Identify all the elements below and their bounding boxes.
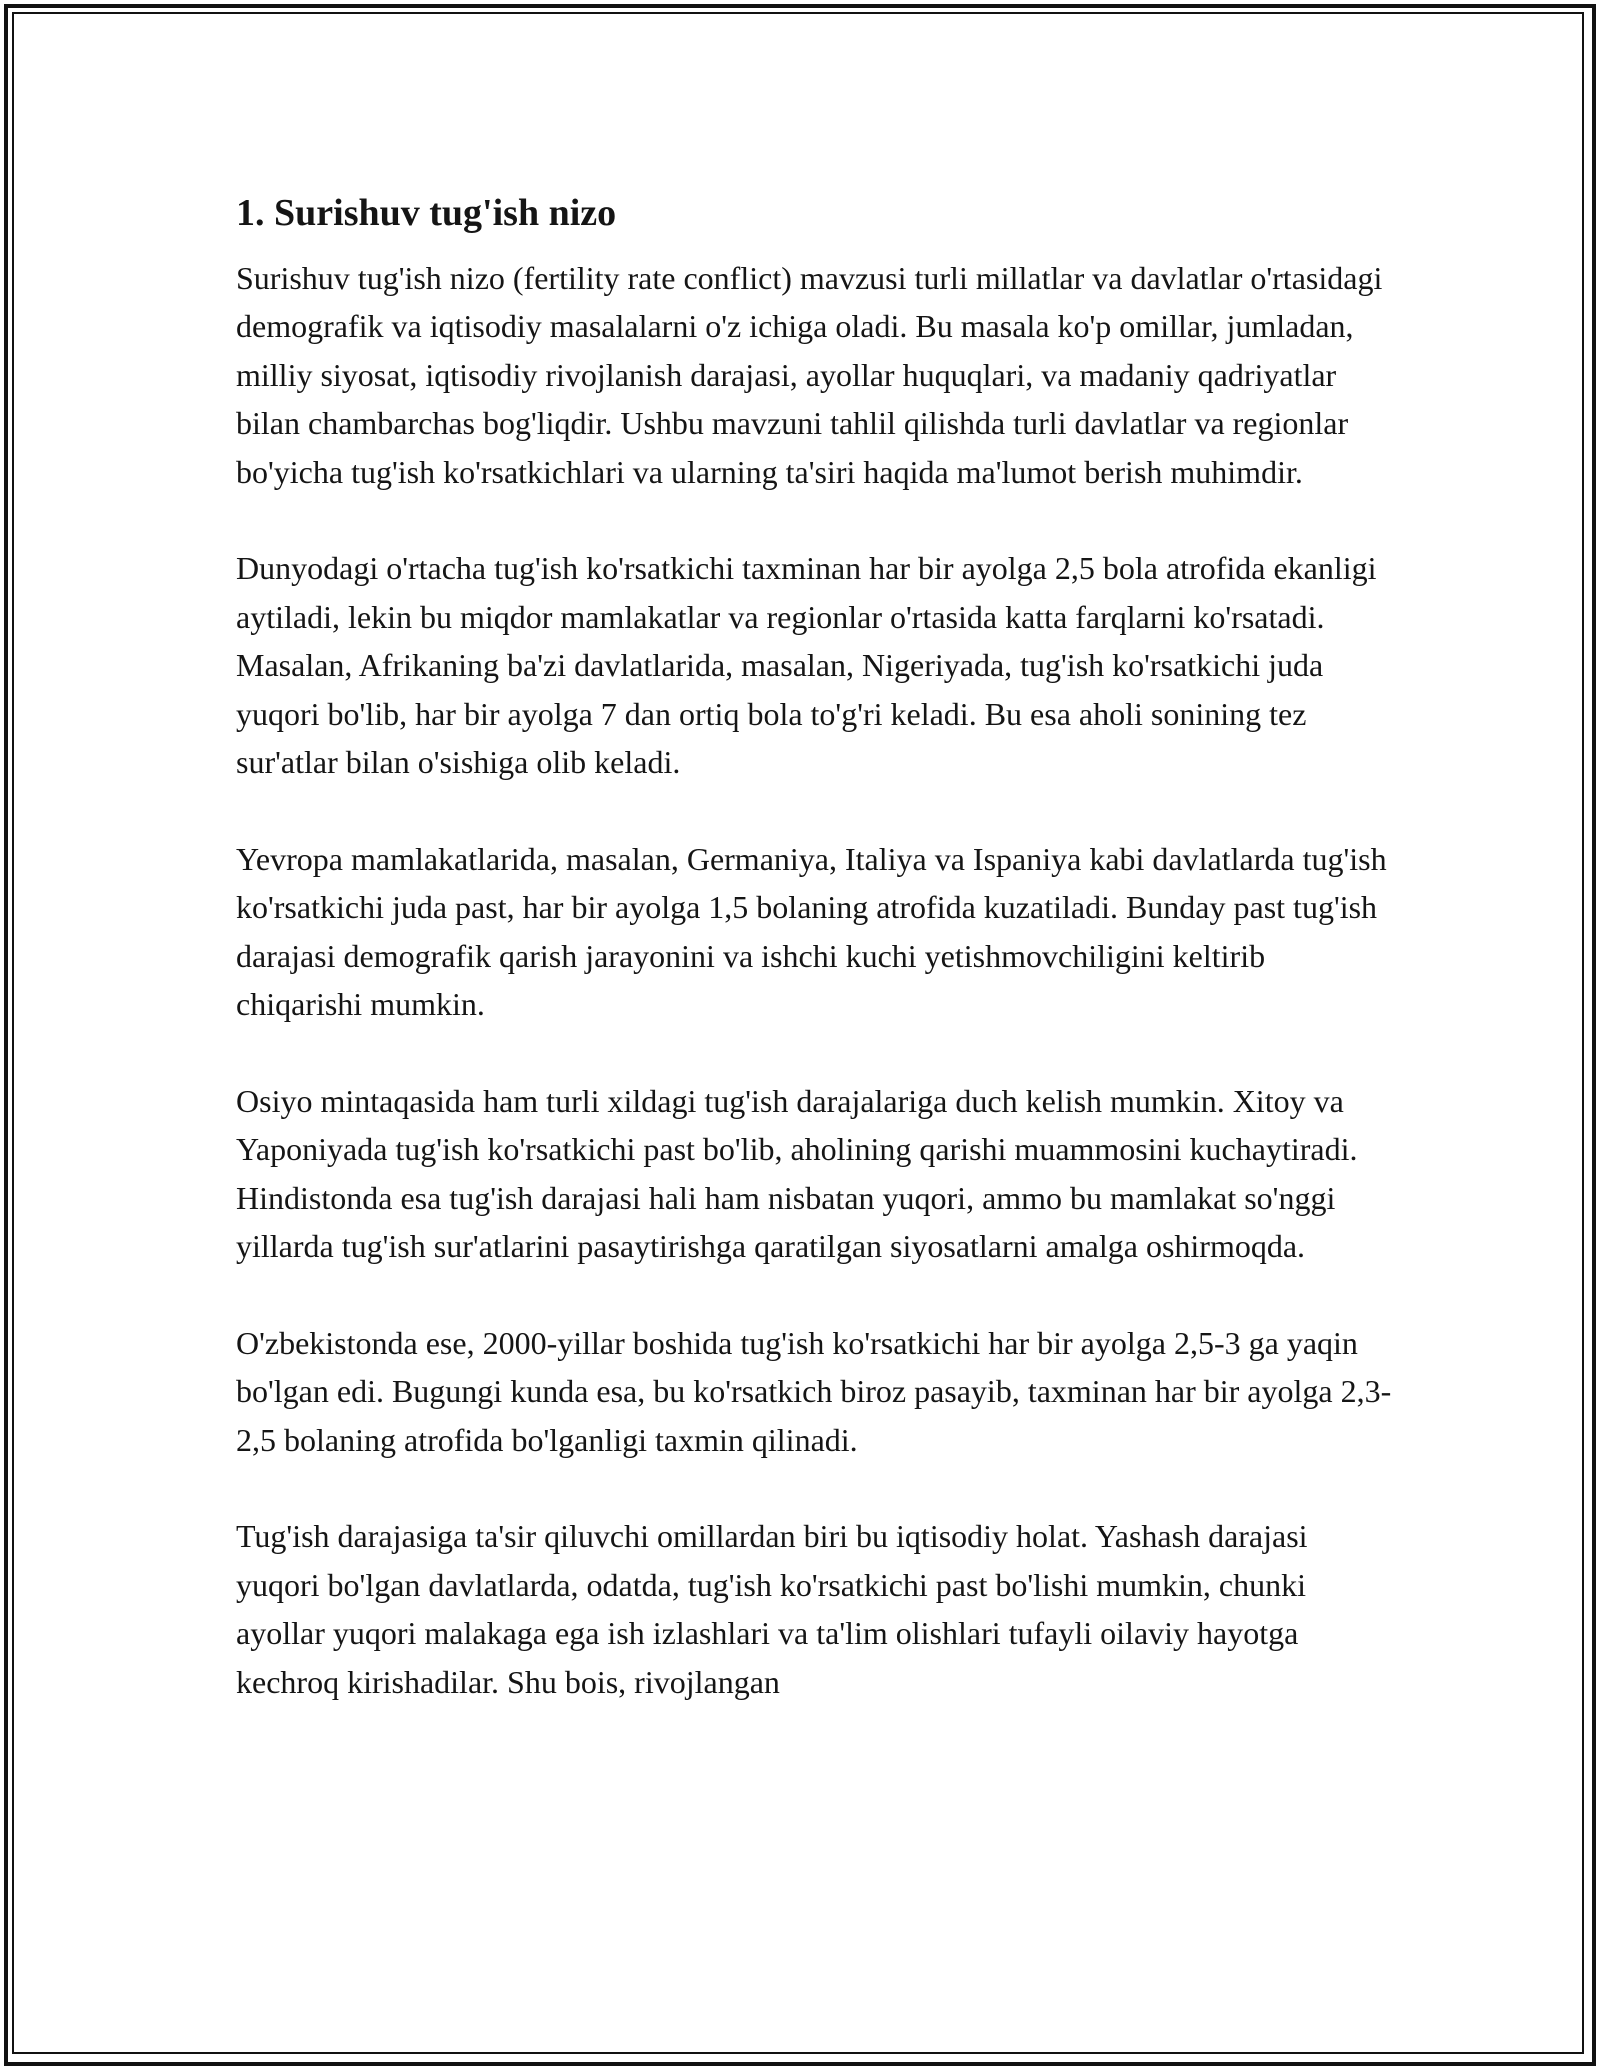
- paragraph-europe: Yevropa mamlakatlarida, masalan, Germaniya, Italiya va Ispaniya kabi davlatlarda tug'ish ko'rsatkichi juda past, har bir ayolga 1,5 bolaning atrofida kuzatiladi. Bunday past tug'ish darajasi demografik qarish jarayonini va ishchi kuchi yetishmovchiligini keltirib chiqarishi mumkin.: [236, 840, 1387, 1023]
- paragraph-world-average: Dunyodagi o'rtacha tug'ish ko'rsatkichi taxminan har bir ayolga 2,5 bola atrofida ekanligi aytiladi, lekin bu miqdor mamlakatlar va regionlar o'rtasida katta farqlarni ko'rsatadi. Masalan, Afrikaning ba'zi davlatlarida, masalan, Nigeriyada, tug'ish ko'rsatkichi juda yuqori bo'lib, har bir ayolga 7 dan ortiq bola to'g'ri keladi. Bu esa aholi sonining tez sur'atlar bilan o'sishiga olib keladi.: [236, 550, 1377, 781]
- document-title: 1. Surishuv tug'ish nizo: [236, 192, 617, 234]
- paragraph-uzbekistan: O'zbekistonda ese, 2000-yillar boshida tug'ish ko'rsatkichi har bir ayolga 2,5-3 ga yaqin bo'lgan edi. Bugungi kunda esa, bu ko'rsatkich biroz pasayib, taxminan har bir ayolga 2,3-2,5 bolaning atrofida bo'lganligi taxmin qilinadi.: [236, 1324, 1392, 1458]
- document-body: [236, 186, 1396, 1755]
- paragraph-asia: Osiyo mintaqasida ham turli xildagi tug'ish darajalariga duch kelish mumkin. Xitoy va Yaponiyada tug'ish ko'rsatkichi past bo'lib, aholining qarishi muammosini kuchaytiradi. Hindistonda esa tug'ish darajasi hali ham nisbatan yuqori, ammo bu mamlakat so'nggi yillarda tug'ish sur'atlarini pasaytirishga qaratilgan siyosatlarni amalga oshirmoqda.: [236, 1082, 1358, 1265]
- paragraph-intro: Surishuv tug'ish nizo (fertility rate conflict) mavzusi turli millatlar va davlatlar o'rtasidagi demografik va iqtisodiy masalalarni o'z ichiga oladi. Bu masala ko'p omillar, jumladan, milliy siyosat, iqtisodiy rivojlanish darajasi, ayollar huquqlari, va madaniy qadriyatlar bilan chambarchas bog'liqdir. Ushbu mavzuni tahlil qilishda turli davlatlar va regionlar bo'yicha tug'ish ko'rsatkichlari va ularning ta'siri haqida ma'lumot berish muhimdir.: [236, 260, 1383, 490]
- paragraph-economic-factors: Tug'ish darajasiga ta'sir qiluvchi omillardan biri bu iqtisodiy holat. Yashash darajasi yuqori bo'lgan davlatlarda, odatda, tug'ish ko'rsatkichi past bo'lishi mumkin, chunki ayollar yuqori malakaga ega ish izlashlari va ta'lim olishlari tufayli oilaviy hayotga kechroq kirishadilar. Shu bois, rivojlangan: [236, 1518, 1308, 1700]
